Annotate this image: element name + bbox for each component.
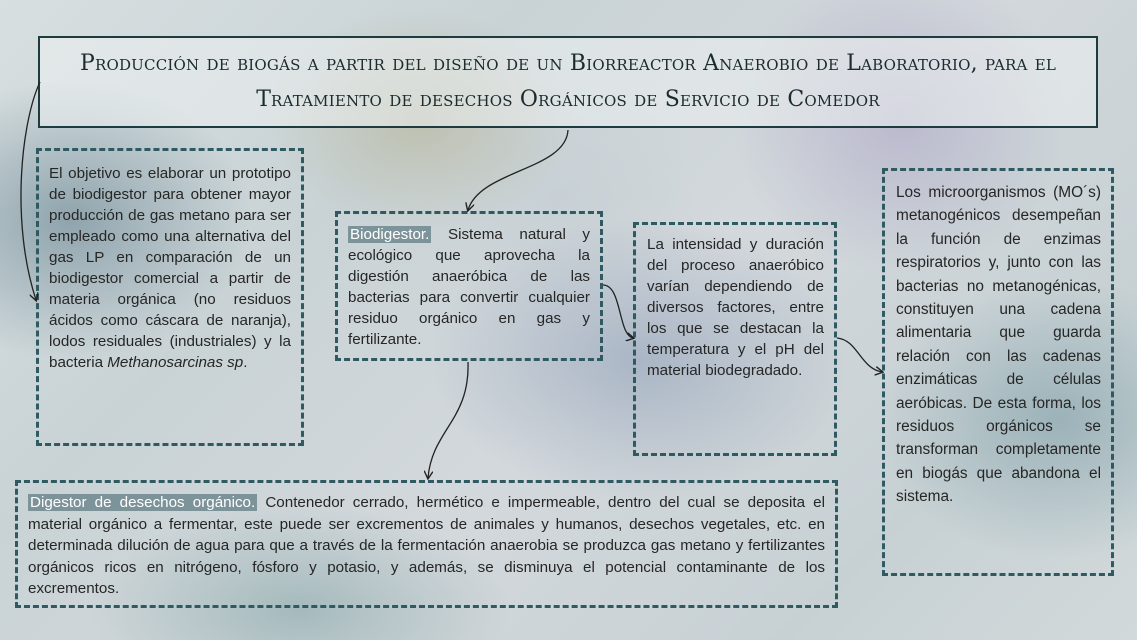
microorganisms-box <box>882 168 1114 576</box>
objective-box <box>36 148 304 446</box>
factors-box <box>633 222 837 456</box>
factors-text: La intensidad y duración del proceso anaeróbico varían dependiendo de diversos factores, entre los que se destacan la temperatura y el pH del material biodegradado. <box>647 236 824 379</box>
objective-end: . <box>243 354 248 371</box>
biodigestor-definition: Sistema natural y ecológico que aprovecha la digestión anaeróbica de las bacterias para convertir cualquier residuo orgánico en gas y fertilizante. <box>348 226 590 348</box>
arrow-title-to-biodigestor <box>468 130 568 210</box>
objective-body: El objetivo es elaborar un prototipo de biodigestor para obtener mayor producción de gas metano para ser empleado como una alternativa del gas LP en comparación de un biodigestor comercial a partir de materia orgánica (no residuos ácidos como cáscara de naranja), lodos residuales (industriales) y la bacteria <box>49 165 291 371</box>
title-box <box>38 36 1098 128</box>
arrow-biodigestor-to-factors <box>603 285 633 338</box>
arrow-biodigestor-to-digestor <box>428 362 468 478</box>
digestor-box <box>15 480 838 608</box>
digestor-definition: Contenedor cerrado, hermético e impermeable, dentro del cual se deposita el material orgánico a fermentar, este puede ser excrementos de animales y humanos, desechos vegetales, etc. en determinada dilución de agua para que a través de la fermentación anaerobia se produzca gas metano y fertilizantes orgánicos ricos en nitrógeno, fósforo y potasio, y además, se disminuya el potencial contaminante de los excrementos. <box>28 494 825 597</box>
bacteria-species: Methanosarcinas sp <box>107 354 244 371</box>
page-title: Producción de biogás a partir del diseño de un Biorreactor Anaerobio de Laboratorio, para el Tratamiento de desechos Orgánicos de Servicio de Comedor <box>79 51 1057 112</box>
digestor-text <box>28 492 825 600</box>
arrow-factors-to-microorganisms <box>837 338 882 372</box>
digestor-term: Digestor de desechos orgánico. <box>30 494 256 511</box>
microorganisms-text: Los microorganismos (MO´s) metanogénicos desempeñan la función de enzimas respiratorios y, junto con las bacterias no metanogénicas, constituyen una cadena alimentaria que guarda relación con las cadenas enzimáticas de células aeróbicas. De esta forma, los residuos orgánicos se transforman completamente en biogás que abandona el sistema. <box>896 184 1101 506</box>
biodigestor-box <box>335 211 603 361</box>
biodigestor-text <box>348 224 590 350</box>
objective-text <box>49 163 291 373</box>
biodigestor-term: Biodigestor. <box>350 226 430 243</box>
